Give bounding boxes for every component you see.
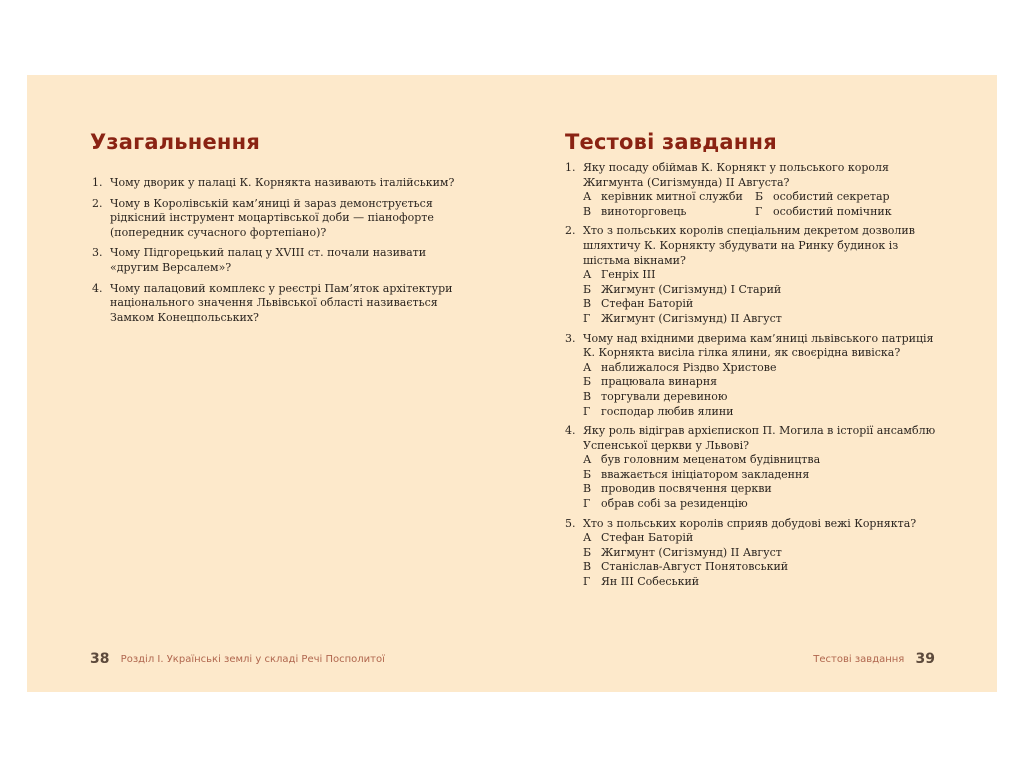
answer-option — [583, 375, 945, 390]
question-text: Хто з польських королів спеціальним декретом дозволив шляхтичу К. Корнякту збудувати на Ринку будинок із шістьма вікнами? — [583, 224, 915, 267]
option-letter: А — [583, 268, 592, 282]
question-number: 3. — [92, 246, 103, 260]
question-text: Чому Підгорецький палац у XVIII ст. почали називати «другим Версалем»? — [110, 246, 427, 274]
question-number: 4. — [92, 281, 103, 295]
option-letter: Б — [583, 545, 592, 559]
question-text: Чому в Королівській кам’яниці й зараз демонструється рідкісний інструмент моцартівської доби — піанофорте (попередник сучасного фортепіано)? — [110, 196, 434, 239]
question-number: 2. — [92, 196, 103, 210]
answer-options — [583, 361, 945, 419]
question-text: Чому над вхідними дверима кам’яниці львівського патриція К. Корнякта висіла гілка ялини, як своєрідна вивіска? — [583, 331, 934, 360]
option-letter: В — [583, 389, 592, 403]
option-text: працювала винарня — [601, 375, 718, 389]
option-text: торгували деревиною — [601, 389, 728, 403]
answer-options — [583, 453, 945, 511]
answer-option — [583, 297, 945, 312]
option-text: Ян ІІІ Собеський — [601, 575, 700, 589]
answer-option — [755, 205, 915, 220]
page-heading: Тестові завдання — [565, 130, 777, 154]
page-footer — [90, 651, 385, 667]
option-text: господар любив ялини — [601, 404, 734, 418]
option-letter: В — [583, 482, 592, 496]
option-text: Жигмунт (Сигізмунд) ІІ Август — [601, 545, 782, 559]
test-question — [565, 332, 945, 420]
answer-option — [583, 497, 945, 512]
running-title: Розділ І. Українські землі у складі Речі Посполитої — [120, 654, 385, 665]
option-letter: А — [583, 360, 592, 374]
answer-option — [583, 205, 755, 220]
option-letter: А — [583, 453, 592, 467]
option-text: був головним меценатом будівництва — [601, 453, 821, 467]
answer-option — [583, 268, 945, 283]
answer-option — [755, 190, 915, 205]
page-number: 39 — [915, 651, 935, 667]
option-letter: А — [583, 190, 592, 204]
review-question — [92, 282, 464, 326]
answer-option — [583, 531, 945, 546]
option-letter: Г — [583, 404, 591, 418]
answer-option — [583, 390, 945, 405]
option-letter: Г — [583, 311, 591, 325]
option-letter: Г — [755, 204, 763, 218]
option-text: Станіслав-Август Понятовський — [601, 560, 789, 574]
question-text: Хто з польських королів сприяв добудові вежі Корнякта? — [583, 516, 917, 530]
test-question — [565, 224, 945, 326]
answer-options — [583, 190, 945, 219]
answer-option — [583, 468, 945, 483]
option-letter: А — [583, 531, 592, 545]
question-number: 1. — [92, 176, 103, 189]
test-question — [565, 161, 945, 219]
option-letter: Б — [583, 375, 592, 389]
question-text: Чому дворик у палаці К. Корнякта називають італійським? — [110, 176, 455, 189]
option-letter: Б — [583, 282, 592, 296]
test-question — [565, 517, 945, 590]
option-letter: Г — [583, 497, 591, 511]
question-number: 5. — [565, 516, 576, 530]
answer-option — [583, 312, 945, 327]
answer-options — [583, 268, 945, 326]
answer-option — [583, 453, 945, 468]
option-text: Жигмунт (Сигізмунд) І Старий — [601, 282, 782, 296]
option-text: особистий секретар — [773, 190, 890, 204]
option-letter: В — [583, 560, 592, 574]
question-number: 4. — [565, 424, 576, 438]
option-letter: В — [583, 297, 592, 311]
question-text: Яку роль відіграв архієпископ П. Могила в історії ансамблю Успенської церкви у Львові? — [583, 424, 936, 452]
option-text: проводив посвячення церкви — [601, 482, 772, 496]
page-heading: Узагальнення — [90, 130, 261, 154]
option-letter: В — [583, 204, 592, 218]
option-text: наближалося Різдво Христове — [601, 360, 777, 374]
option-text: Стефан Баторій — [601, 531, 694, 545]
question-number: 1. — [565, 161, 576, 174]
question-text: Чому палацовий комплекс у реєстрі Пам’яток архітектури національного значення Львівської області називається Замком Конецпольських? — [110, 281, 453, 324]
left-page — [27, 75, 512, 692]
review-question — [92, 197, 464, 241]
review-question — [92, 176, 464, 191]
option-letter: Б — [755, 190, 764, 204]
option-letter: Г — [583, 575, 591, 589]
test-question — [565, 424, 945, 512]
option-text: Стефан Баторій — [601, 297, 694, 311]
answer-option — [583, 560, 945, 575]
option-text: особистий помічник — [773, 204, 892, 218]
option-text: обрав собі за резиденцію — [601, 497, 748, 511]
book-spread — [27, 75, 997, 692]
option-text: виноторговець — [601, 204, 687, 218]
option-text: вважається ініціатором закладення — [601, 467, 810, 481]
review-question — [92, 246, 464, 275]
page-number: 38 — [90, 651, 110, 667]
right-page — [512, 75, 997, 692]
option-text: Генріх ІІІ — [601, 268, 656, 282]
option-letter: Б — [583, 467, 592, 481]
answer-option — [583, 575, 945, 590]
page-footer — [813, 651, 935, 667]
option-text: Жигмунт (Сигізмунд) ІІ Август — [601, 311, 782, 325]
option-text: керівник митної служби — [601, 190, 743, 204]
answer-option — [583, 405, 945, 420]
review-questions-list — [92, 176, 464, 331]
answer-option — [583, 283, 945, 298]
question-number: 2. — [565, 224, 576, 238]
running-title: Тестові завдання — [813, 654, 905, 665]
answer-option — [583, 546, 945, 561]
answer-option — [583, 361, 945, 376]
answer-option — [583, 190, 755, 205]
question-number: 3. — [565, 331, 576, 345]
test-questions-list — [565, 161, 945, 595]
answer-options — [583, 531, 945, 589]
answer-option — [583, 482, 945, 497]
question-text: Яку посаду обіймав К. Корнякт у польського короля Жигмунта (Сигізмунда) ІІ Августа? — [583, 161, 889, 189]
